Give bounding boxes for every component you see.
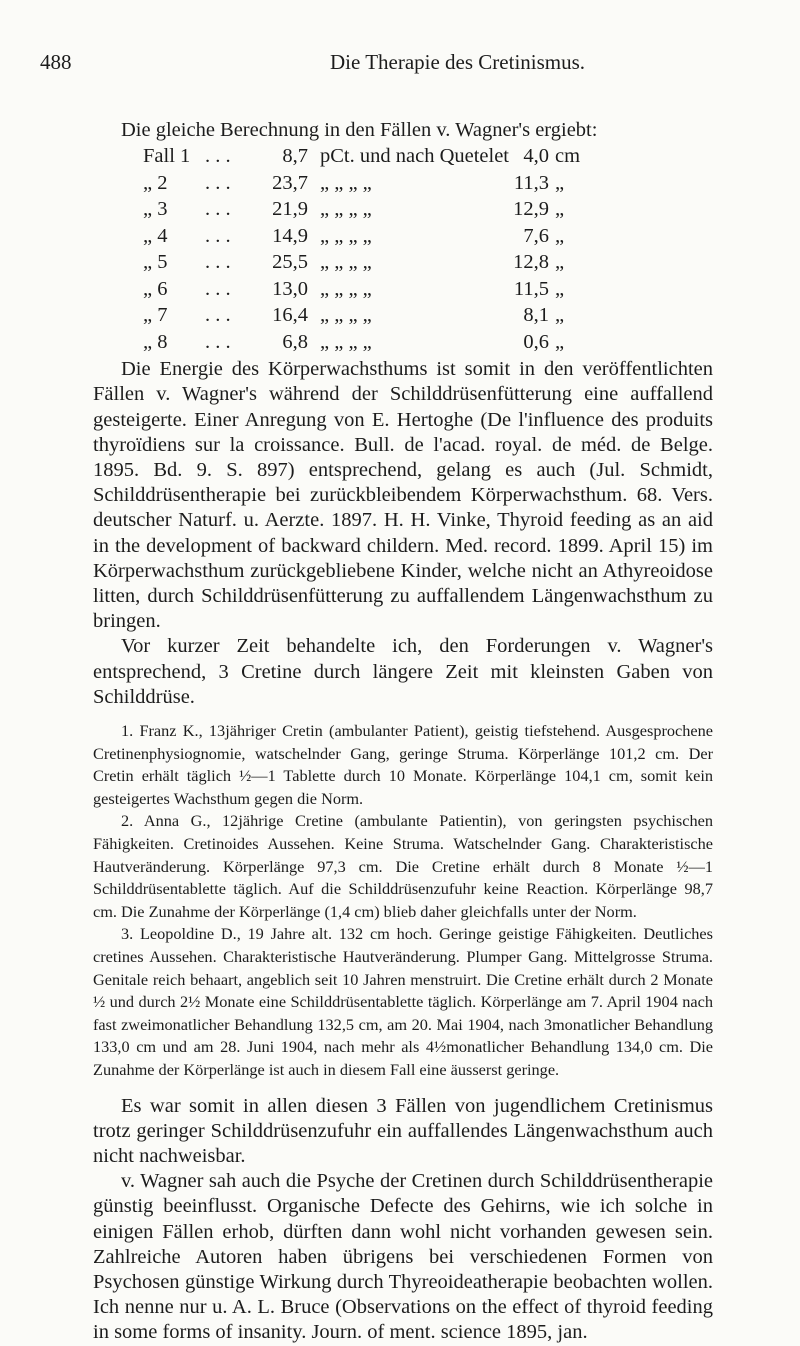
case-unit-text: „ „ „ „	[320, 198, 372, 221]
page-body	[93, 118, 713, 1346]
case-cm-value: 0,6	[523, 330, 550, 353]
case-dots: . . .	[205, 277, 231, 300]
case-cm-value: 12,8	[513, 251, 550, 274]
paragraph-vor-kurzer-zeit: Vor kurzer Zeit behandelte ich, den Forderungen v. Wagner's entsprechend, 3 Cretine durch längere Zeit mit kleinsten Gaben von Schilddrüse.	[93, 635, 713, 708]
case-report-1: 1. Franz K., 13jähriger Cretin (ambulanter Patient), geistig tiefstehend. Ausgesprochene Cretinenphysiognomie, watschelnder Gang, geringe Struma. Körperlänge 101,2 cm. Der Cretin erhält täglich ½—1 Tablette durch 10 Monate. Körperlänge 104,1 cm, somit kein gesteigertes Wachsthum gegen die Norm.	[93, 721, 713, 808]
case-label: „ 5	[143, 251, 168, 274]
table-row	[143, 170, 599, 197]
case-unit-text: „ „ „ „	[320, 224, 372, 247]
case-cm-value: 8,1	[523, 304, 550, 327]
case-report-3: 3. Leopoldine D., 19 Jahre alt. 132 cm hoch. Geringe geistige Fähigkeiten. Deutliches cretines Aussehen. Charakteristische Hautveränderung. Plumper Gang. Mittelgrosse Struma. Genitale reich behaart, angeblich seit 10 Jahren menstruirt. Die Cretine erhält durch 2 Monate ½ und durch 2½ Monate eine Schilddrüsentablette täglich. Körperlänge am 7. April 1904 nach fast zweimonatlicher Behandlung 132,5 cm, am 20. Mai 1904, nach 3monatlicher Behandlung 133,0 cm und am 28. Juni 1904, nach mehr als 4½monatlicher Behandlung 134,0 cm. Die Zunahme der Körperlänge ist auch in diesem Fall eine äusserst geringe.	[93, 924, 713, 1079]
case-dots: . . .	[205, 251, 231, 274]
table-row	[143, 196, 599, 223]
page-number: 488	[40, 50, 72, 74]
case-cm-unit: „	[555, 171, 565, 194]
table-row	[143, 329, 599, 356]
case-report-2: 2. Anna G., 12jährige Cretine (ambulante Patientin), von geringsten psychischen Fähigkeiten. Cretinoides Aussehen. Keine Struma. Watschelnder Gang. Charakteristische Hautveränderung. Körperlänge 97,3 cm. Die Cretine erhält durch 8 Monate ½—1 Schilddrüsentablette täglich. Auf die Schilddrüsenzufuhr keine Reaction. Körperlänge 98,7 cm. Die Zunahme der Körperlänge (1,4 cm) blieb daher gleichfalls unter der Norm.	[93, 811, 713, 921]
case-cm-unit: „	[555, 304, 565, 327]
table-row	[143, 143, 599, 170]
case-cm-value: 11,3	[513, 171, 550, 194]
case-cm-value: 11,5	[513, 277, 550, 300]
running-title: Die Therapie des Cretinismus.	[330, 50, 586, 74]
paragraph-v-wagner: v. Wagner sah auch die Psyche der Cretinen durch Schilddrüsentherapie günstig beeinflusst. Organische Defecte des Gehirns, wie ich solche in einigen Fällen erhob, dürften dann wohl nicht vorhanden gewesen sein. Zahlreiche Autoren haben übrigens bei verschiedenen Formen von Psychosen günstige Wirkung durch Thyreoideatherapie beobachten wollen. Ich nenne nur u. A. L. Bruce (Observations on the effect of thyroid feeding in some forms of insanity. Journ. of ment. science 1895, jan.	[93, 1170, 713, 1344]
case-dots: . . .	[205, 198, 231, 221]
case-cm-unit: „	[555, 330, 565, 353]
case-label: „ 7	[143, 304, 168, 327]
case-label: „ 6	[143, 277, 168, 300]
table-row	[143, 276, 599, 303]
case-label: Fall 1	[143, 145, 191, 168]
case-dots: . . .	[205, 171, 231, 194]
case-percent-value: 25,5	[272, 251, 308, 274]
case-label: „ 4	[143, 224, 168, 247]
case-unit-text: pCt. und nach Quetelet	[320, 145, 510, 168]
page-header	[40, 50, 760, 84]
case-label: „ 2	[143, 171, 168, 194]
case-label: „ 8	[143, 330, 168, 353]
table-row	[143, 249, 599, 276]
case-label: „ 3	[143, 198, 168, 221]
case-unit-text: „ „ „ „	[320, 304, 372, 327]
case-dots: . . .	[205, 145, 231, 168]
case-unit-text: „ „ „ „	[320, 330, 372, 353]
case-percent-value: 14,9	[272, 224, 308, 247]
case-cm-unit: „	[555, 277, 565, 300]
paragraph-energie: Die Energie des Körperwachsthums ist somit in den veröffentlichten Fällen v. Wagner's während der Schilddrüsenfütterung eine auffallend gesteigerte. Einer Anregung von E. Hertoghe (De l'influence des produits thyroïdiens sur la croissance. Bull. de l'acad. royal. de méd. de Belge. 1895. Bd. 9. S. 897) entsprechend, gelang es auch (Jul. Schmidt, Schilddrüsentherapie bei zurückbleibendem Körperwachsthum. 68. Vers. deutscher Naturf. u. Aerzte. 1897. H. H. Vinke, Thyroid feeding as an aid in the development of backward childern. Med. record. 1899. April 15) im Körperwachsthum zurückgebliebene Kinder, welche nicht an Athyreoidose litten, durch Schilddrüsenfütterung zu auffallendem Längenwachsthum zu bringen.	[93, 358, 713, 633]
case-cm-value: 4,0	[523, 145, 550, 168]
case-cm-unit: „	[555, 251, 565, 274]
case-percent-value: 23,7	[272, 171, 308, 194]
case-dots: . . .	[205, 304, 231, 327]
table-row	[143, 302, 599, 329]
growth-table	[143, 143, 599, 355]
case-cm-unit: cm	[555, 145, 581, 168]
case-cm-value: 7,6	[523, 224, 550, 247]
case-dots: . . .	[205, 224, 231, 247]
case-unit-text: „ „ „ „	[320, 251, 372, 274]
case-percent-value: 21,9	[272, 198, 308, 221]
case-unit-text: „ „ „ „	[320, 277, 372, 300]
case-unit-text: „ „ „ „	[320, 171, 372, 194]
case-dots: . . .	[205, 330, 231, 353]
case-percent-value: 6,8	[282, 330, 308, 353]
table-intro: Die gleiche Berechnung in den Fällen v. Wagner's ergiebt:	[121, 119, 598, 141]
case-percent-value: 8,7	[282, 145, 308, 168]
paragraph-es-war-somit: Es war somit in allen diesen 3 Fällen von jugendlichem Cretinismus trotz geringer Schilddrüsenzufuhr ein auffallendes Längenwachsthum auch nicht nachweisbar.	[93, 1094, 713, 1167]
case-percent-value: 13,0	[272, 277, 308, 300]
table-row	[143, 223, 599, 250]
case-cm-value: 12,9	[513, 198, 550, 221]
case-cm-unit: „	[555, 224, 565, 247]
case-percent-value: 16,4	[272, 304, 308, 327]
case-cm-unit: „	[555, 198, 565, 221]
